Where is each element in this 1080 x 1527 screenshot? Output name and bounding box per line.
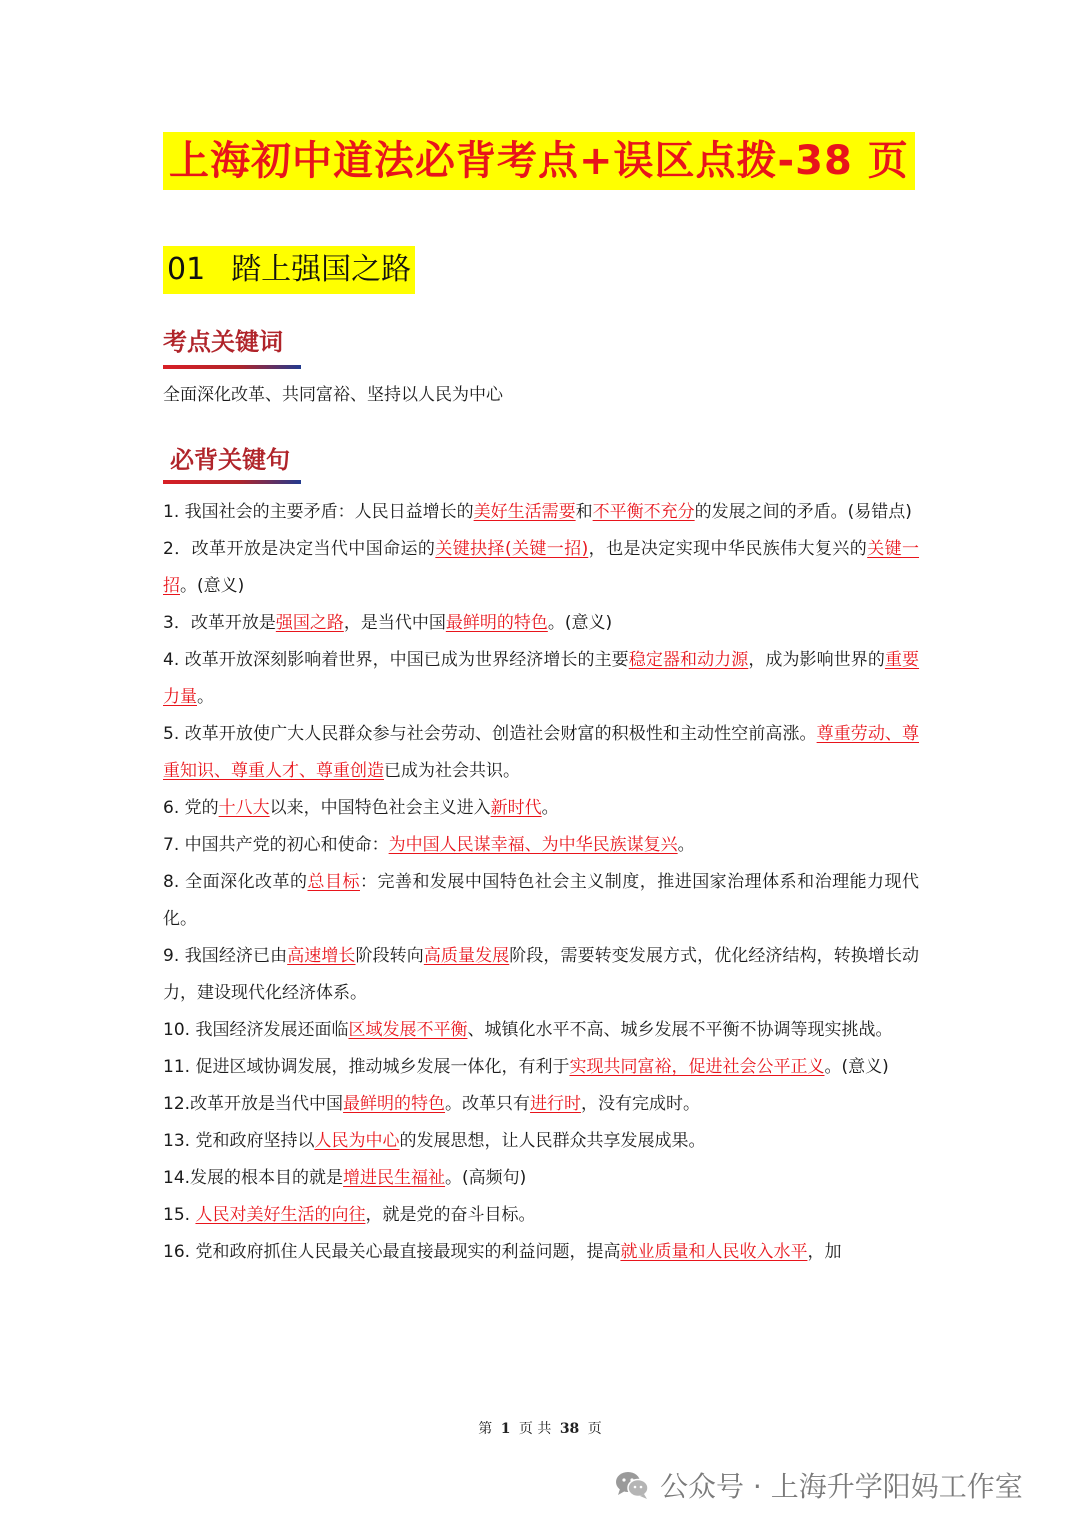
- key-sentence: [163, 531, 919, 605]
- sentence-text: ，成为影响世界的: [748, 650, 885, 670]
- sentence-text: 13. 党和政府坚持以: [163, 1131, 315, 1151]
- key-sentence: [163, 1160, 919, 1197]
- sentence-text: 15.: [163, 1205, 196, 1225]
- key-sentence: [163, 605, 919, 642]
- highlighted-term: 不平衡不充分: [592, 502, 695, 522]
- highlighted-term: 重要力量: [163, 650, 920, 707]
- highlighted-term: 高速增长: [287, 946, 356, 966]
- highlighted-term: 最鲜明的特色: [343, 1094, 446, 1114]
- sentence-text: 8. 全面深化改革的: [163, 872, 308, 892]
- page-middle: 页 共: [518, 1421, 552, 1437]
- highlighted-term: 为中国人民谋幸福、为中华民族谋复兴: [388, 835, 678, 855]
- highlighted-term: 区域发展不平衡: [348, 1020, 468, 1040]
- sentences-heading: [170, 440, 290, 475]
- highlighted-term: 人民对美好生活的向往: [195, 1205, 366, 1225]
- document-title: 上海初中道法必背考点+误区点拨-38 页: [163, 132, 915, 190]
- sentence-text: ：完善和发展中国特色社会主义制度，推进国家治理体系和治理能力现代化。: [163, 872, 920, 929]
- sentence-text: 的发展思想，让人民群众共享发展成果。: [399, 1131, 706, 1151]
- key-sentence: [163, 1049, 919, 1086]
- key-sentence: [163, 938, 919, 1012]
- page-prefix: 第: [478, 1421, 493, 1437]
- wechat-icon: [614, 1469, 650, 1501]
- sentences-heading-label: 必背关键句: [170, 445, 290, 474]
- key-sentence: [163, 1123, 919, 1160]
- sentence-text: 。改革只有: [445, 1094, 531, 1114]
- sentence-text: 12.改革开放是当代中国: [163, 1094, 344, 1114]
- highlighted-term: 美好生活需要: [473, 502, 576, 522]
- sentence-text: 以来，中国特色社会主义进入: [269, 798, 491, 818]
- sentence-text: 9. 我国经济已由: [163, 946, 288, 966]
- sentence-text: 、城镇化水平不高、城乡发展不平衡不协调等现实挑战。: [467, 1020, 893, 1040]
- highlighted-term: 实现共同富裕，促进社会公平正义: [569, 1057, 825, 1077]
- highlighted-term: 增进民生福祉: [343, 1168, 446, 1188]
- key-sentence: [163, 864, 919, 938]
- sentence-text: 7. 中国共产党的初心和使命：: [163, 835, 389, 855]
- sentence-text: 阶段，需要转变发展方式，优化经济结构，转换增长动力，建设现代化经济体系。: [163, 946, 920, 1003]
- highlighted-term: 关键抉择(关键一招): [435, 539, 589, 559]
- sentence-text: 10. 我国经济发展还面临: [163, 1020, 349, 1040]
- highlighted-term: 人民为中心: [314, 1131, 400, 1151]
- sentence-text: 。: [677, 835, 695, 855]
- sentence-text: 16. 党和政府抓住人民最关心最直接最现实的利益问题，提高: [163, 1242, 621, 1262]
- key-sentence: [163, 1197, 919, 1234]
- key-sentence: [163, 1234, 919, 1271]
- page-suffix: 页: [587, 1421, 602, 1437]
- keywords-heading: [163, 322, 283, 357]
- sentence-text: 的发展之间的矛盾。(易错点): [694, 502, 912, 522]
- sentence-text: 和: [575, 502, 593, 522]
- sentence-text: ，就是党的奋斗目标。: [365, 1205, 536, 1225]
- section-heading: [163, 246, 415, 294]
- watermark: [614, 1462, 1023, 1508]
- key-sentence-list: [163, 494, 919, 1271]
- key-sentence: [163, 827, 919, 864]
- watermark-text: 公众号 · 上海升学阳妈工作室: [660, 1470, 1023, 1503]
- key-sentence: [163, 790, 919, 827]
- sentence-text: ，也是决定实现中华民族伟大复兴的: [588, 539, 868, 559]
- section-number: 01: [167, 252, 206, 287]
- highlighted-term: 十八大: [218, 798, 270, 818]
- sentence-text: 。(高频句): [445, 1168, 527, 1188]
- heading-underline: [163, 480, 301, 484]
- sentence-text: ，没有完成时。: [581, 1094, 701, 1114]
- sentence-text: 6. 党的: [163, 798, 219, 818]
- highlighted-term: 进行时: [530, 1094, 582, 1114]
- sentence-text: 。: [541, 798, 559, 818]
- sentence-text: 。(意义): [180, 576, 245, 596]
- current-page: 1: [500, 1421, 511, 1437]
- page-number: [0, 1418, 1080, 1438]
- sentence-text: 2．改革开放是决定当代中国命运的: [163, 539, 436, 559]
- key-sentence: [163, 642, 919, 716]
- highlighted-term: 高质量发展: [423, 946, 510, 966]
- highlighted-term: 尊重劳动、尊重知识、尊重人才、尊重创造: [163, 724, 920, 781]
- sentence-text: 已成为社会共识。: [384, 761, 520, 781]
- highlighted-term: 稳定器和动力源: [628, 650, 749, 670]
- highlighted-term: 新时代: [490, 798, 542, 818]
- sentence-text: 4. 改革开放深刻影响着世界，中国已成为世界经济增长的主要: [163, 650, 629, 670]
- highlighted-term: 就业质量和人民收入水平: [620, 1242, 808, 1262]
- highlighted-term: 强国之路: [275, 613, 344, 633]
- highlighted-term: 最鲜明的特色: [445, 613, 548, 633]
- sentence-text: ，加: [807, 1242, 842, 1262]
- sentence-text: 14.发展的根本目的就是: [163, 1168, 344, 1188]
- total-pages: 38: [559, 1421, 580, 1437]
- key-sentence: [163, 1086, 919, 1123]
- sentence-text: 1. 我国社会的主要矛盾：人民日益增长的: [163, 502, 474, 522]
- sentence-text: 。(意义): [547, 613, 613, 633]
- keywords-heading-label: 考点关键词: [163, 327, 283, 356]
- heading-underline: [163, 365, 301, 369]
- sentence-text: ，是当代中国: [343, 613, 446, 633]
- key-sentence: [163, 1012, 919, 1049]
- sentence-text: 。(意义): [824, 1057, 889, 1077]
- highlighted-term: 总目标: [307, 872, 360, 892]
- sentence-text: 阶段转向: [355, 946, 424, 966]
- sentence-text: 5. 改革开放使广大人民群众参与社会劳动、创造社会财富的积极性和主动性空前高涨。: [163, 724, 817, 744]
- sentence-text: 3．改革开放是: [163, 613, 276, 633]
- key-sentence: [163, 494, 919, 531]
- key-sentence: [163, 716, 919, 790]
- highlighted-term: 关键一招: [163, 539, 920, 596]
- keywords-text: 全面深化改革、共同富裕、坚持以人民为中心: [163, 385, 503, 405]
- sentence-text: 。: [197, 687, 214, 707]
- section-title: 踏上强国之路: [231, 252, 412, 287]
- sentence-text: 11. 促进区域协调发展，推动城乡发展一体化，有利于: [163, 1057, 570, 1077]
